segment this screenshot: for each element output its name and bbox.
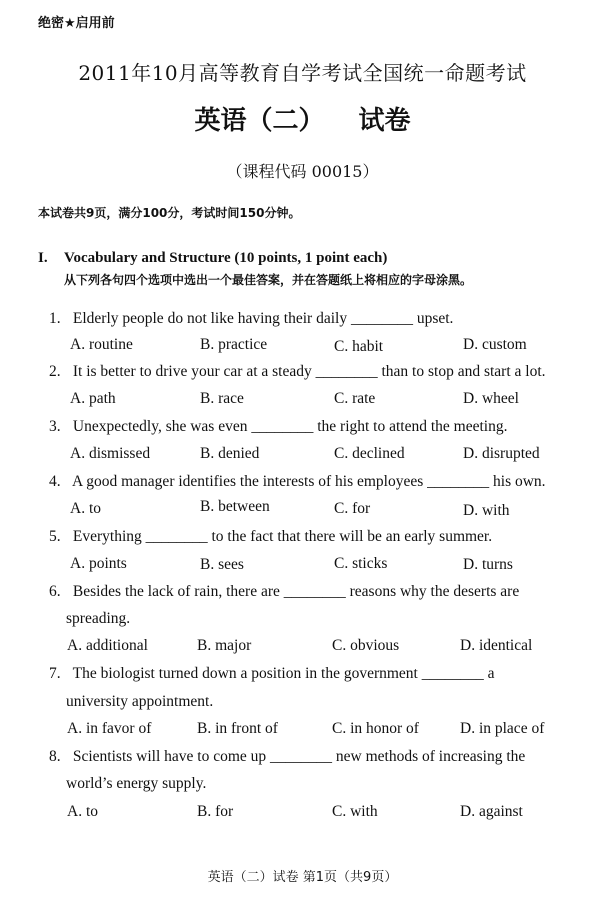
paper-label: 试卷 bbox=[358, 106, 411, 136]
question-5-stem: 5. Everything ________ to the fact that there will be an early summer. bbox=[49, 523, 573, 550]
question-8-option-b: B. for bbox=[197, 803, 234, 820]
question-number: 7. bbox=[49, 665, 61, 682]
subject-title bbox=[0, 100, 605, 137]
question-7-option-a: A. in favor of bbox=[67, 720, 152, 737]
confidential-label: 绝密★启用前 bbox=[38, 16, 115, 31]
question-6-option-b: B. major bbox=[197, 637, 252, 654]
question-3-stem: 3. Unexpectedly, she was even ________ the right to attend the meeting. bbox=[49, 413, 573, 440]
question-6-stem-continued: spreading. bbox=[66, 610, 131, 627]
question-number: 1. bbox=[49, 310, 61, 327]
question-8-option-d: D. against bbox=[460, 803, 523, 820]
question-5-option-d: D. turns bbox=[463, 556, 513, 573]
course-code: （课程代码 00015） bbox=[226, 162, 379, 181]
question-7-option-c: C. in honor of bbox=[332, 720, 419, 737]
question-number: 4. bbox=[49, 473, 61, 490]
question-8-option-c: C. with bbox=[332, 803, 378, 820]
question-7-option-d: D. in place of bbox=[460, 720, 545, 737]
question-3-option-b: B. denied bbox=[200, 445, 260, 462]
exam-title: 2011年10月高等教育自学考试全国统一命题考试 bbox=[78, 61, 527, 85]
question-6-option-a: A. additional bbox=[67, 637, 148, 654]
question-2-option-c: C. rate bbox=[334, 390, 376, 407]
question-2-stem: 2. It is better to drive your car at a steady ________ than to stop and start a lot. bbox=[49, 358, 573, 385]
question-5-option-a: A. points bbox=[70, 555, 127, 572]
question-6-option-c: C. obvious bbox=[332, 637, 400, 654]
question-8-stem: 8. Scientists will have to come up ________ new methods of increasing the bbox=[49, 743, 573, 770]
question-8-stem-continued: world’s energy supply. bbox=[66, 775, 207, 792]
page-footer: 英语（二）试卷 第1页（共9页） bbox=[207, 870, 398, 885]
question-7-stem: 7. The biologist turned down a position in the government ________ a bbox=[49, 660, 573, 687]
question-1-option-d: D. custom bbox=[463, 336, 527, 353]
question-4-stem: 4. A good manager identifies the interests of his employees ________ his own. bbox=[49, 468, 573, 495]
section-number: I. bbox=[38, 250, 48, 266]
question-1-stem: 1. Elderly people do not like having their daily ________ upset. bbox=[49, 305, 573, 332]
question-6-option-d: D. identical bbox=[460, 637, 533, 654]
section-heading bbox=[38, 250, 387, 267]
question-2-option-a: A. path bbox=[70, 390, 116, 407]
question-4-option-c: C. for bbox=[334, 500, 371, 517]
section-instruction: 从下列各句四个选项中选出一个最佳答案，并在答题纸上将相应的字母涂黑。 bbox=[64, 273, 473, 287]
question-2-option-b: B. race bbox=[200, 390, 244, 407]
question-number: 3. bbox=[49, 418, 61, 435]
question-1-option-a: A. routine bbox=[70, 336, 133, 353]
question-5-option-b: B. sees bbox=[200, 556, 244, 573]
question-4-option-a: A. to bbox=[70, 500, 101, 517]
question-3-option-d: D. disrupted bbox=[463, 445, 540, 462]
question-8-option-a: A. to bbox=[67, 803, 98, 820]
question-4-option-d: D. with bbox=[463, 502, 510, 519]
question-7-option-b: B. in front of bbox=[197, 720, 278, 737]
question-6-stem: 6. Besides the lack of rain, there are ________ reasons why the deserts are bbox=[49, 578, 573, 605]
paper-info: 本试卷共9页，满分100分，考试时间150分钟。 bbox=[38, 206, 301, 220]
question-3-option-a: A. dismissed bbox=[70, 445, 151, 462]
question-4-option-b: B. between bbox=[200, 498, 270, 515]
question-3-option-c: C. declined bbox=[334, 445, 405, 462]
section-title: Vocabulary and Structure (10 points, 1 point each) bbox=[64, 250, 388, 266]
question-number: 5. bbox=[49, 528, 61, 545]
question-7-stem-continued: university appointment. bbox=[66, 693, 214, 710]
subject-name: 英语（二） bbox=[194, 106, 325, 136]
question-5-option-c: C. sticks bbox=[334, 555, 388, 572]
question-number: 2. bbox=[49, 363, 61, 380]
question-number: 8. bbox=[49, 748, 61, 765]
question-number: 6. bbox=[49, 583, 61, 600]
question-1-option-c: C. habit bbox=[334, 338, 384, 355]
question-2-option-d: D. wheel bbox=[463, 390, 519, 407]
question-1-option-b: B. practice bbox=[200, 336, 268, 353]
